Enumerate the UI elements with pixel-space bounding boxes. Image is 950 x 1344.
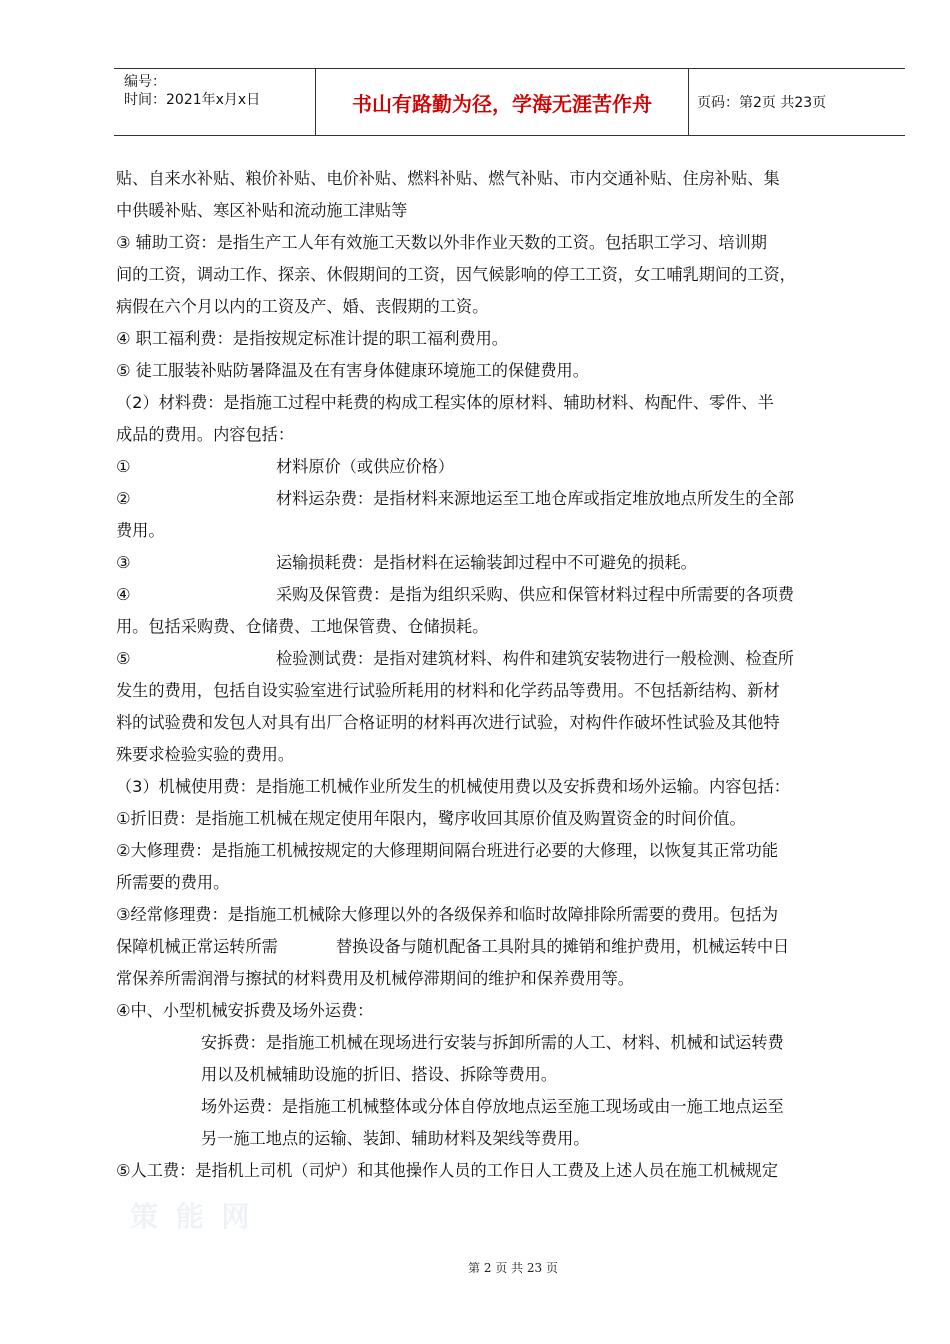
list-text: 材料运杂费：是指材料来源地运至工地仓库或指定堆放地点所发生的全部 (276, 489, 794, 508)
text-line: ④ 职工福利费：是指按规定标准计提的职工福利费用。 (116, 329, 508, 348)
text-line: ②大修理费：是指施工机械按规定的大修理期间隔台班进行必要的大修理，以恢复其正常功能 (116, 841, 779, 860)
watermark: 策 能 网 (130, 1200, 254, 1233)
text-line: ①折旧费：是指施工机械在规定使用年限内，鹭序收回其原价值及购置资金的时间价值。 (116, 809, 746, 828)
text-line: ⑤ 徒工服装补贴防暑降温及在有害身体健康环境施工的保健费用。 (116, 361, 589, 380)
text-line: 费用。 (116, 521, 165, 540)
list-item (116, 547, 908, 579)
text-line: 病假在六个月以内的工资及产、婚、丧假期的工资。 (116, 297, 489, 316)
list-text: 运输损耗费：是指材料在运输装卸过程中不可避免的损耗。 (276, 553, 697, 572)
text-line: 所需要的费用。 (116, 873, 230, 892)
indented-line: 场外运费：是指施工机械整体或分体自停放地点运至施工现场或由一施工地点运至 (201, 1097, 784, 1116)
text-line: 料的试验费和发包人对具有出厂合格证明的材料再次进行试验，对构件作破坏性试验及其他特 (116, 713, 780, 732)
text-line: 常保养所需润滑与擦拭的材料费用及机械停滞期间的维护和保养费用等。 (116, 969, 634, 988)
list-item (116, 643, 908, 675)
list-item (116, 451, 908, 483)
page-footer: 第 2 页 共 23 页 (468, 1261, 558, 1275)
text-line: 成品的费用。内容包括： (116, 425, 295, 444)
header-page-number: 页码：第2页 共23页 (697, 95, 827, 111)
split-line-part: 保障机械正常运转所需 (116, 937, 278, 956)
text-line: ③经常修理费：是指施工机械除大修理以外的各级保养和临时故障排除所需要的费用。包括为 (116, 905, 779, 924)
list-marker: ① (116, 457, 131, 476)
text-line: 间的工资，调动工作、探亲、休假期间的工资，因气候影响的停工工资，女工哺乳期间的工资， (116, 265, 796, 284)
text-line: 发生的费用，包括自设实验室进行试验所耗用的材料和化学药品等费用。不包括新结构、新材 (116, 681, 780, 700)
text-line: 贴、自来水补贴、粮价补贴、电价补贴、燃料补贴、燃气补贴、市内交通补贴、住房补贴、集 (116, 169, 780, 188)
text-line (116, 931, 908, 963)
page-header (114, 68, 905, 136)
list-item (116, 483, 908, 515)
list-text: 检验测试费：是指对建筑材料、构件和建筑安装物进行一般检测、检查所 (276, 649, 794, 668)
list-marker: ② (116, 489, 131, 508)
indented-line: 安拆费：是指施工机械在现场进行安装与拆卸所需的人工、材料、机械和试运转费 (201, 1033, 784, 1052)
text-line: 中供暖补贴、寒区补贴和流动施工津贴等 (116, 201, 408, 220)
text-line: 殊要求检验实验的费用。 (116, 745, 295, 764)
header-meta (114, 69, 315, 135)
text-line: ④中、小型机械安拆费及场外运费： (116, 1001, 374, 1020)
text-line: ③ 辅助工资：是指生产工人年有效施工天数以外非作业天数的工资。包括职工学习、培训期 (116, 233, 767, 252)
indented-line: 用以及机械辅助设施的折旧、搭设、拆除等费用。 (201, 1065, 558, 1084)
list-text: 材料原价（或供应价格） (276, 457, 455, 476)
split-line-part: 替换设备与随机配备工具附具的摊销和维护费用，机械运转中日 (336, 937, 790, 956)
list-marker: ④ (116, 585, 131, 604)
text-line: （2）材料费：是指施工过程中耗费的构成工程实体的原材料、辅助材料、构配件、零件、半 (116, 393, 774, 412)
document-body (116, 163, 908, 1187)
doc-time-label: 时间：2021年x月x日 (124, 92, 261, 108)
header-motto: 书山有路勤为径，学海无涯苦作舟 (315, 69, 689, 135)
text-line: ⑤人工费：是指机上司机（司炉）和其他操作人员的工作日人工费及上述人员在施工机械规定 (116, 1161, 779, 1180)
list-item (116, 579, 908, 611)
text-line: 用。包括采购费、仓储费、工地保管费、仓储损耗。 (116, 617, 489, 636)
doc-number-label: 编号： (124, 74, 166, 90)
list-text: 采购及保管费：是指为组织采购、供应和保管材料过程中所需要的各项费 (276, 585, 794, 604)
text-line: （3）机械使用费：是指施工机械作业所发生的机械使用费以及安拆费和场外运输。内容包括： (116, 777, 790, 796)
list-marker: ⑤ (116, 649, 131, 668)
list-marker: ③ (116, 553, 131, 572)
indented-line: 另一施工地点的运输、装卸、辅助材料及架线等费用。 (201, 1129, 590, 1148)
